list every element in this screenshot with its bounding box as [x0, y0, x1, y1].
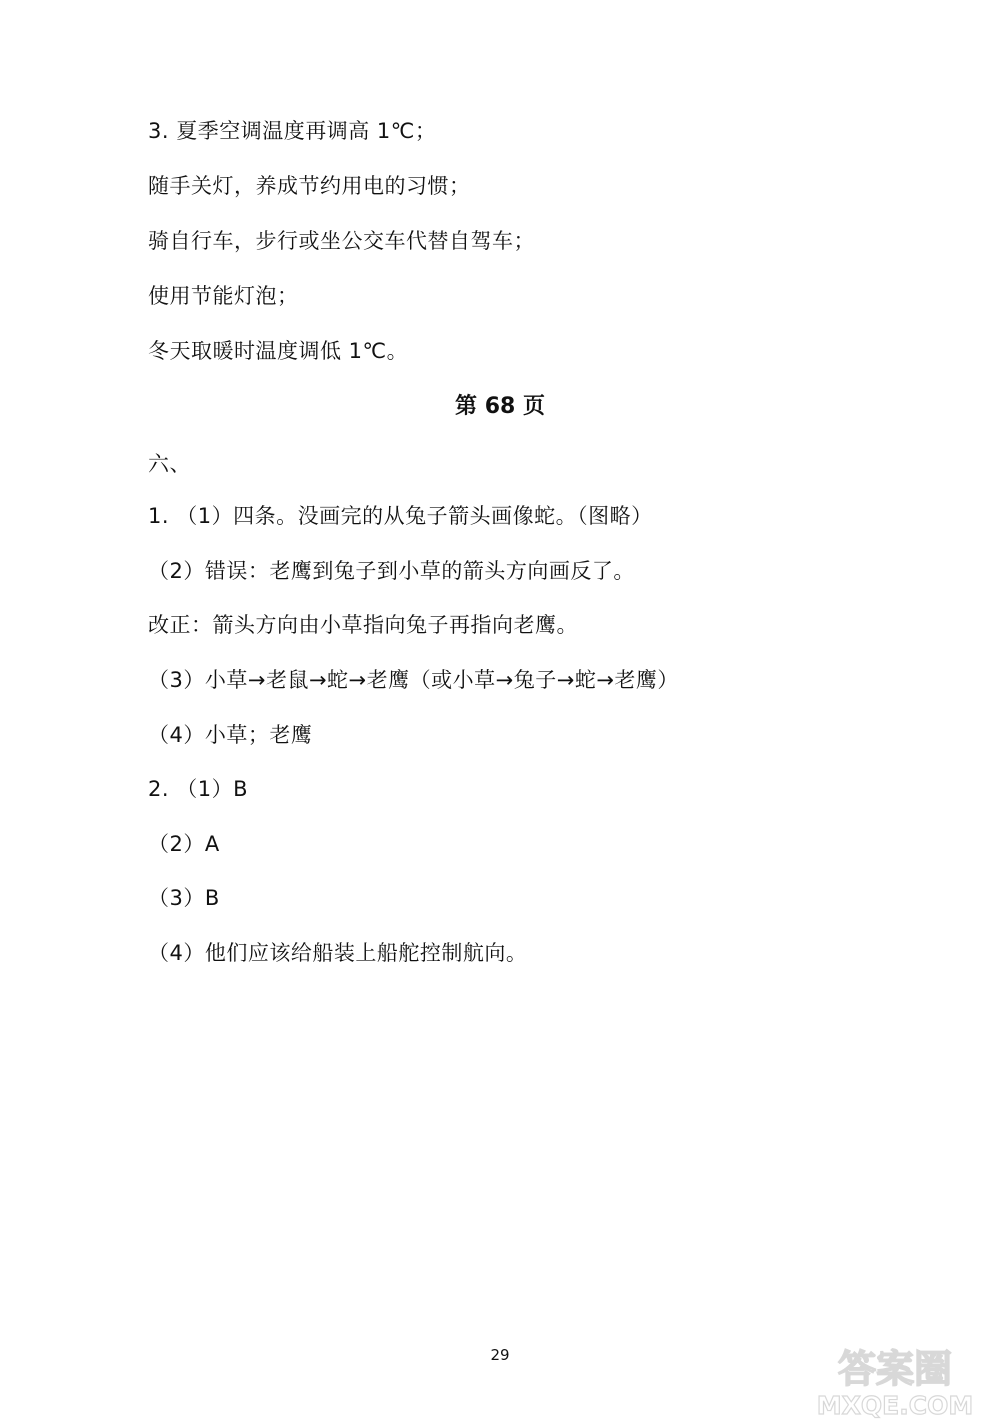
section-label: 六、	[148, 452, 191, 476]
answer-line-bulbs: 使用节能灯泡；	[148, 284, 299, 308]
answer-1-correction: 改正：箭头方向由小草指向兔子再指向老鹰。	[148, 613, 578, 637]
answer-2-3: （3）B	[148, 886, 220, 910]
answer-line-bike: 骑自行车，步行或坐公交车代替自驾车；	[148, 229, 535, 253]
answer-line-lights: 随手关灯，养成节约用电的习惯；	[148, 174, 471, 198]
watermark-bottom-text: MXQE.COM	[816, 1391, 974, 1420]
answer-2-2: （2）A	[148, 832, 220, 856]
answer-1-1: 1. （1）四条。没画完的从兔子箭头画像蛇。（图略）	[148, 504, 653, 528]
answer-line-summer-ac: 3. 夏季空调温度再调高 1℃；	[148, 119, 437, 143]
answer-1-4: （4）小草；老鹰	[148, 723, 313, 747]
page-number: 29	[490, 1346, 510, 1364]
answer-2-1: 2. （1）B	[148, 777, 248, 801]
answer-1-3: （3）小草→老鼠→蛇→老鹰（或小草→兔子→蛇→老鹰）	[148, 668, 679, 692]
answer-1-2: （2）错误：老鹰到兔子到小草的箭头方向画反了。	[148, 559, 635, 583]
watermark-logo	[800, 1340, 990, 1420]
watermark-top-text: 答案圈	[837, 1347, 953, 1391]
answer-line-winter-heating: 冬天取暖时温度调低 1℃。	[148, 339, 409, 363]
page-heading: 第 68 页	[455, 394, 545, 419]
answer-2-4: （4）他们应该给船装上船舵控制航向。	[148, 941, 528, 965]
